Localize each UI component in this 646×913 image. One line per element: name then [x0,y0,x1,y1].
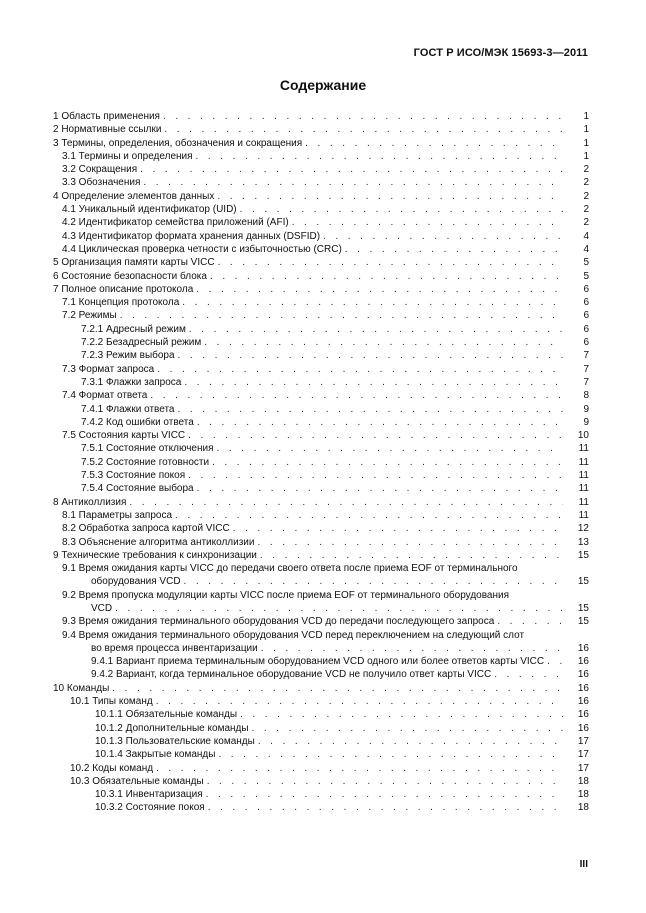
toc-entry-7-5-4: 7.5.4 Состояние выбора . . . 11 [53,482,589,495]
toc-entry-8: 8 Антиколлизия . . . 11 [53,496,589,509]
toc-entry-10-1-4: 10.1.4 Закрытые команды . . . 17 [53,748,589,761]
toc-entry-7-4-1: 7.4.1 Флажки ответа . . . 9 [53,403,589,416]
toc-entry-9-4-2: 9.4.2 Вариант, когда терминальное оборудование VCD не получило ответ карты VICC . . . 16 [53,668,589,681]
toc-entry-7-4-2: 7.4.2 Код ошибки ответа . . . 9 [53,416,589,429]
toc-entry-7-2-2: 7.2.2 Безадресный режим . . . 6 [53,336,589,349]
toc-entry-9-4-1: 9.4.1 Вариант приема терминальным оборудованием VCD одного или более ответов карты VICC . . . 16 [53,655,589,668]
toc-entry-7-2: 7.2 Режимы . . . 6 [53,309,589,322]
toc-entry-10-3: 10.3 Обязательные команды . . . 18 [53,775,589,788]
toc-entry-3: 3 Термины, определения, обозначения и сокращения . . . 1 [53,137,589,150]
toc-entry-7-5-2: 7.5.2 Состояние готовности . . . 11 [53,456,589,469]
toc-entry-7-5: 7.5 Состояния карты VICC . . . 10 [53,429,589,442]
toc-entry-1: 1 Область применения . . . 1 [53,110,589,123]
toc-entry-7-1: 7.1 Концепция протокола . . . 6 [53,296,589,309]
toc-entry-10: 10 Команды . . . 16 [53,682,589,695]
toc-entry-4-1: 4.1 Уникальный идентификатор (UID) . . . 2 [53,203,589,216]
toc-entry-9-2-line2: VCD . . . 15 [53,602,589,615]
toc-entry-10-1-3: 10.1.3 Пользовательские команды . . . 17 [53,735,589,748]
document-header: ГОСТ Р ИСО/МЭК 15693-3—2011 [413,47,588,59]
toc-entry-3-2: 3.2 Сокращения . . . 2 [53,163,589,176]
table-of-contents [53,110,589,815]
toc-entry-7-3: 7.3 Формат запроса . . . 7 [53,363,589,376]
toc-entry-7-2-1: 7.2.1 Адресный режим . . . 6 [53,323,589,336]
toc-entry-4-3: 4.3 Идентификатор формата хранения данных (DSFID) . . . 4 [53,230,589,243]
toc-entry-10-3-1: 10.3.1 Инвентаризация . . . 18 [53,788,589,801]
toc-entry-8-3: 8.3 Объяснение алгоритма антиколлизии . . . 13 [53,536,589,549]
toc-entry-9: 9 Технические требования к синхронизации . . . 15 [53,549,589,562]
toc-entry-9-4-line1: 9.4 Время ожидания терминального оборудования VCD перед переключением на следующий слот [53,629,589,642]
toc-entry-10-2: 10.2 Коды команд . . . 17 [53,762,589,775]
toc-entry-9-2-line1: 9.2 Время пропуска модуляции карты VICC после приема EOF от терминального оборудования [53,589,589,602]
toc-entry-7: 7 Полное описание протокола . . . 6 [53,283,589,296]
toc-entry-6: 6 Состояние безопасности блока . . . 5 [53,270,589,283]
toc-entry-3-3: 3.3 Обозначения . . . 2 [53,176,589,189]
toc-entry-8-1: 8.1 Параметры запроса . . . 11 [53,509,589,522]
toc-entry-8-2: 8.2 Обработка запроса картой VICC . . . 12 [53,522,589,535]
toc-entry-9-4-line2: во время процесса инвентаризации . . . 16 [53,642,589,655]
toc-entry-7-2-3: 7.2.3 Режим выбора . . . 7 [53,349,589,362]
toc-entry-9-1-line2: оборудования VCD . . . 15 [53,575,589,588]
toc-entry-4-2: 4.2 Идентификатор семейства приложений (AFI) . . . 2 [53,216,589,229]
toc-entry-4-4: 4.4 Циклическая проверка четности с избыточностью (CRC) . . . 4 [53,243,589,256]
toc-entry-7-5-1: 7.5.1 Состояние отключения . . . 11 [53,442,589,455]
toc-entry-7-3-1: 7.3.1 Флажки запроса . . . 7 [53,376,589,389]
toc-entry-9-1-line1: 9.1 Время ожидания карты VICC до передачи своего ответа после приема EOF от терминального [53,562,589,575]
toc-entry-10-1: 10.1 Типы команд . . . 16 [53,695,589,708]
page-number: III [579,859,588,870]
toc-entry-7-4: 7.4 Формат ответа . . . 8 [53,389,589,402]
toc-entry-5: 5 Организация памяти карты VICC . . . 5 [53,256,589,269]
toc-entry-10-3-2: 10.3.2 Состояние покоя . . . 18 [53,801,589,814]
toc-entry-7-5-3: 7.5.3 Состояние покоя . . . 11 [53,469,589,482]
toc-entry-9-3: 9.3 Время ожидания терминального оборудования VCD до передачи последующего запроса . . . 15 [53,615,589,628]
page-title: Содержание [279,77,367,93]
toc-entry-4: 4 Определение элементов данных . . . 2 [53,190,589,203]
toc-entry-3-1: 3.1 Термины и определения . . . 1 [53,150,589,163]
toc-entry-10-1-2: 10.1.2 Дополнительные команды . . . 16 [53,722,589,735]
toc-entry-10-1-1: 10.1.1 Обязательные команды . . . 16 [53,708,589,721]
toc-entry-2: 2 Нормативные ссылки . . . 1 [53,123,589,136]
